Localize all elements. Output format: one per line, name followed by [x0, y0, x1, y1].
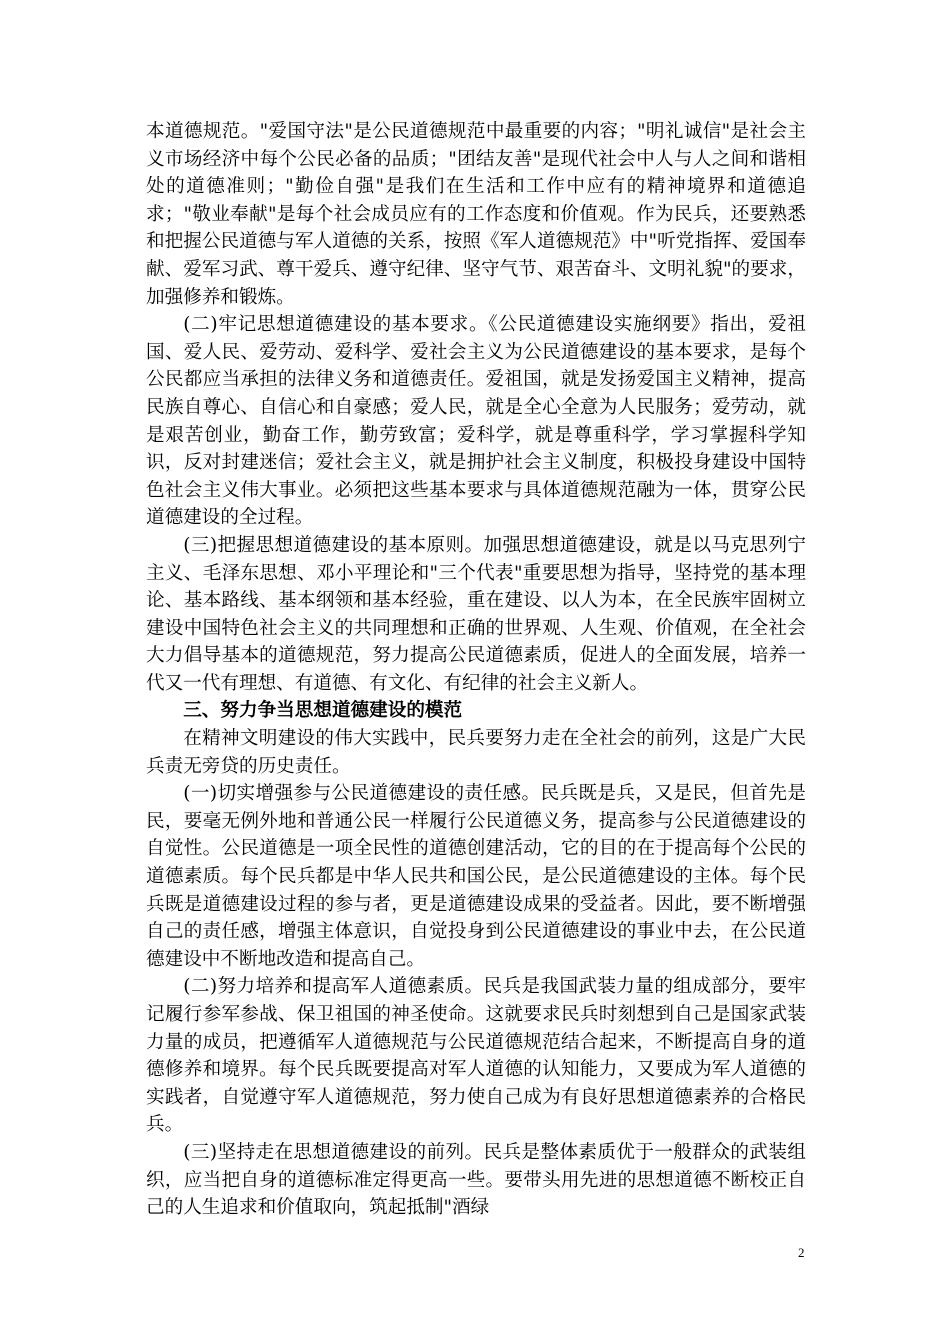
page-number: 2 — [798, 1245, 805, 1260]
paragraph-continued: 本道德规范。"爱国守法"是公民道德规范中最重要的内容；"明礼诚信"是社会主义市场经济中每个公民必备的品质；"团结友善"是现代社会中人与人之间和谐相处的道德准则；"勤俭自强"是我们在生活和工作中应有的精神境界和道德追求；"敬业奉献"是每个社会成员应有的工作态度和价值观。作为民兵，还要熟悉和把握公民道德与军人道德的关系，按照《军人道德规范》中"听党指挥、爱国奉献、爱军习武、尊干爱兵、遵守纪律、坚守气节、艰苦奋斗、文明礼貌"的要求，加强修养和锻炼。 — [146, 121, 806, 308]
paragraph-military-ethics: (二)努力培养和提高军人道德素质。民兵是我国武装力量的组成部分，要牢记履行参军参战、保卫祖国的神圣使命。这就要求民兵时刻想到自己是国家武装力量的成员，把遵循军人道德规范与公民道德规范结合起来，不断提高自身的道德修养和境界。每个民兵既要提高对军人道德的认知能力，又要成为军人道德的实践者，自觉遵守军人道德规范，努力使自己成为有良好思想道德素养的合格民兵。 — [146, 976, 806, 1136]
paragraph-forefront: (三)坚持走在思想道德建设的前列。民兵是整体素质优于一般群众的武装组织，应当把自身的道德标准定得更高一些。要带头用先进的思想道德不断校正自己的人生追求和价值取向，筑起抵制"酒绿 — [146, 1141, 806, 1219]
paragraph-section-intro: 在精神文明建设的伟大实践中，民兵要努力走在全社会的前列，这是广大民兵责无旁贷的历史责任。 — [146, 728, 806, 777]
paragraph-basic-requirements: (二)牢记思想道德建设的基本要求。《公民道德建设实施纲要》指出，爱祖国、爱人民、爱劳动、爱科学、爱社会主义为公民道德建设的基本要求，是每个公民都应当承担的法律义务和道德责任。爱祖国，就是发扬爱国主义精神，提高民族自尊心、自信心和自豪感；爱人民，就是全心全意为人民服务；爱劳动，就是艰苦创业，勤奋工作，勤劳致富；爱科学，就是尊重科学，学习掌握科学知识，反对封建迷信；爱社会主义，就是拥护社会主义制度，积极投身建设中国特色社会主义伟大事业。必须把这些基本要求与具体道德规范融为一体，贯穿公民道德建设的全过程。 — [146, 314, 806, 529]
section-heading: 三、努力争当思想道德建设的模范 — [183, 700, 463, 722]
paragraph-basic-principles: (三)把握思想道德建设的基本原则。加强思想道德建设，就是以马克思列宁主义、毛泽东思想、邓小平理论和"三个代表"重要思想为指导，坚持党的基本理论、基本路线、基本纲领和基本经验，重在建设、以人为本，在全民族牢固树立建设中国特色社会主义的共同理想和正确的世界观、人生观、价值观，在全社会大力倡导基本的道德规范，努力提高公民道德素质，促进人的全面发展，培养一代又一代有理想、有道德、有文化、有纪律的社会主义新人。 — [146, 534, 806, 694]
document-page — [146, 118, 806, 1222]
paragraph-responsibility: (一)切实增强参与公民道德建设的责任感。民兵既是兵，又是民，但首先是民，要毫无例外地和普通公民一样履行公民道德义务，提高参与公民道德建设的自觉性。公民道德是一项全民性的道德创建活动，它的目的在于提高每个公民的道德素质。每个民兵都是中华人民共和国公民，是公民道德建设的主体。每个民兵既是道德建设过程的参与者，更是道德建设成果的受益者。因此，要不断增强自己的责任感，增强主体意识，自觉投身到公民道德建设的事业中去，在公民道德建设中不断地改造和提高自己。 — [146, 783, 806, 970]
